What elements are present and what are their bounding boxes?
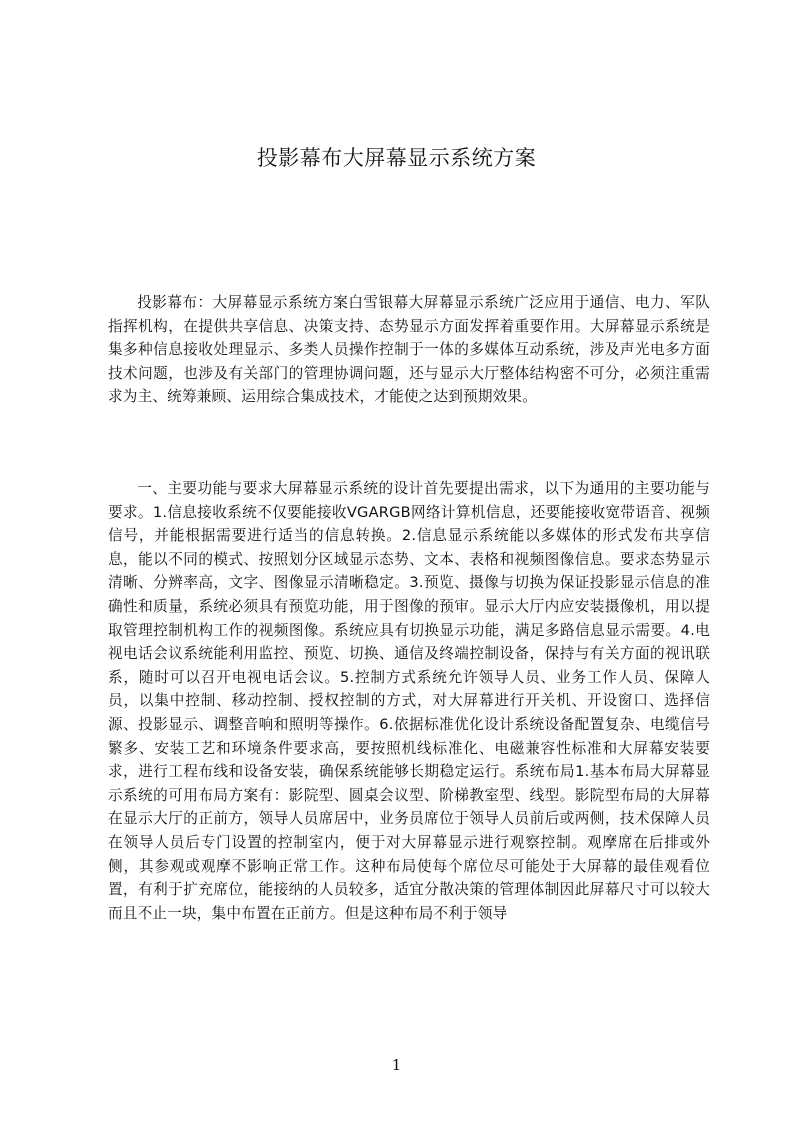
document-title: 投影幕布大屏幕显示系统方案: [256, 146, 537, 170]
body-paragraph-intro: 投影幕布：大屏幕显示系统方案白雪银幕大屏幕显示系统广泛应用于通信、电力、军队指挥机构，在提供共享信息、决策支持、态势显示方面发挥着重要作用。大屏幕显示系统是集多种信息接收处理显示、多类人员操作控制于一体的多媒体互动系统，涉及声光电多方面技术问题，也涉及有关部门的管理协调问题，还与显示大厅整体结构密不可分，必须注重需求为主、统筹兼顾、运用综合集成技术，才能使之达到预期效果。: [108, 294, 710, 406]
body-paragraph-functions: 一、主要功能与要求大屏幕显示系统的设计首先要提出需求，以下为通用的主要功能与要求。1.信息接收系统不仅要能接收VGARGB网络计算机信息，还要能接收宽带语音、视频信号，并能根据需要进行适当的信息转换。2.信息显示系统能以多媒体的形式发布共享信息，能以不同的模式、按照划分区域显示态势、文本、表格和视频图像信息。要求态势显示清晰、分辨率高，文字、图像显示清晰稳定。3.预览、摄像与切换为保证投影显示信息的准确性和质量，系统必须具有预览功能，用于图像的预审。显示大厅内应安装摄像机，用以提取管理控制机构工作的视频图像。系统应具有切换显示功能，满足多路信息显示需要。4.电视电话会议系统能利用监控、预览、切换、通信及终端控制设备，保持与有关方面的视讯联系，随时可以召开电视电话会议。5.控制方式系统允许领导人员、业务工作人员、保障人员，以集中控制、移动控制、授权控制的方式，对大屏幕进行开关机、开设窗口、选择信源、投影显示、调整音响和照明等操作。6.依据标准优化设计系统设备配置复杂、电缆信号繁多、安装工艺和环境条件要求高，要按照机线标准化、电磁兼容性标准和大屏幕安装要求，进行工程布线和设备安装，确保系统能够长期稳定运行。系统布局1.基本布局大屏幕显示系统的可用布局方案有：影院型、圆桌会议型、阶梯教室型、线型。影院型布局的大屏幕在显示大厅的正前方，领导人员席居中，业务员席位于领导人员前后或两侧，技术保障人员在领导人员后专门设置的控制室内，便于对大屏幕显示进行观察控制。观摩席在后排或外侧，其参观或观摩不影响正常工作。这种布局使每个席位尽可能处于大屏幕的最佳观看位置，有利于扩充席位，能接纳的人员较多，适宜分散决策的管理体制因此屏幕尺寸可以较大而且不止一块，集中布置在正前方。但是这种布局不利于领导: [108, 480, 710, 922]
page-number: 1: [391, 1056, 402, 1074]
